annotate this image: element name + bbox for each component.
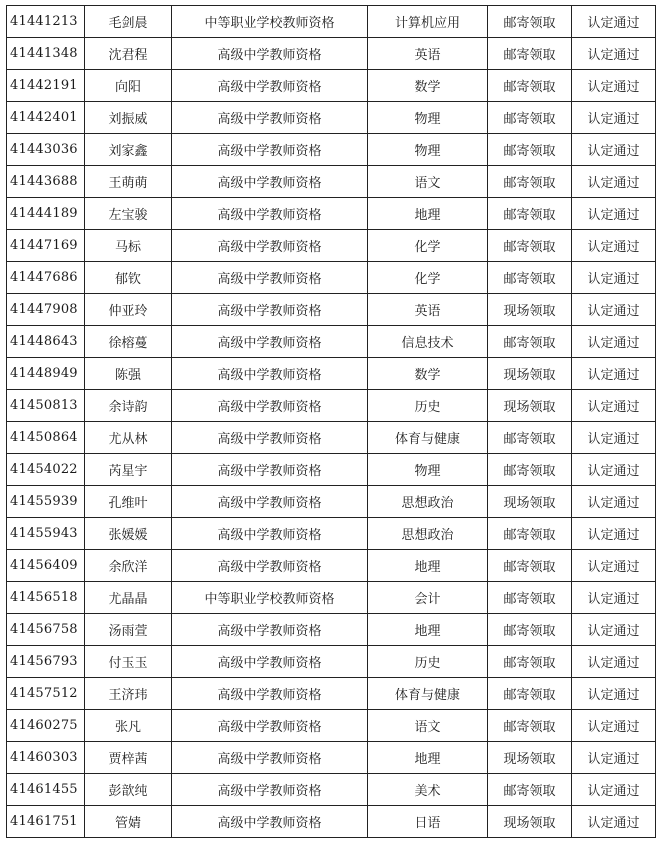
applicant-name-cell: 余欣洋 [85,550,172,582]
applicant-id-cell: 41455943 [7,518,85,550]
table-row [7,262,656,294]
subject-cell: 数学 [368,70,488,102]
applicant-id-cell: 41447686 [7,262,85,294]
status-cell: 认定通过 [572,262,656,294]
subject-cell: 物理 [368,134,488,166]
qualification-type-cell: 高级中学教师资格 [172,646,368,678]
applicant-id-cell: 41450813 [7,390,85,422]
qualification-type-cell: 高级中学教师资格 [172,198,368,230]
applicant-name-cell: 王萌萌 [85,166,172,198]
qualification-type-cell: 高级中学教师资格 [172,422,368,454]
subject-cell: 思想政治 [368,518,488,550]
table-row [7,806,656,838]
applicant-name-cell: 张凡 [85,710,172,742]
applicant-id-cell: 41442191 [7,70,85,102]
qualification-type-cell: 高级中学教师资格 [172,230,368,262]
table-row [7,678,656,710]
subject-cell: 地理 [368,198,488,230]
qualification-type-cell: 高级中学教师资格 [172,678,368,710]
table-row [7,390,656,422]
pickup-method-cell: 邮寄领取 [488,774,572,806]
applicant-name-cell: 尤从林 [85,422,172,454]
status-cell: 认定通过 [572,774,656,806]
applicant-id-cell: 41461455 [7,774,85,806]
applicant-name-cell: 余诗韵 [85,390,172,422]
applicant-name-cell: 徐榕蔓 [85,326,172,358]
status-cell: 认定通过 [572,102,656,134]
qualification-type-cell: 高级中学教师资格 [172,262,368,294]
pickup-method-cell: 邮寄领取 [488,678,572,710]
applicant-name-cell: 陈强 [85,358,172,390]
qualification-type-cell: 高级中学教师资格 [172,326,368,358]
pickup-method-cell: 邮寄领取 [488,134,572,166]
qualification-type-cell: 高级中学教师资格 [172,710,368,742]
subject-cell: 体育与健康 [368,422,488,454]
table-row [7,166,656,198]
table-row [7,742,656,774]
certification-table [6,5,656,838]
status-cell: 认定通过 [572,710,656,742]
subject-cell: 英语 [368,38,488,70]
applicant-name-cell: 刘家鑫 [85,134,172,166]
status-cell: 认定通过 [572,198,656,230]
subject-cell: 数学 [368,358,488,390]
applicant-name-cell: 芮星宇 [85,454,172,486]
status-cell: 认定通过 [572,454,656,486]
applicant-id-cell: 41443688 [7,166,85,198]
status-cell: 认定通过 [572,806,656,838]
qualification-type-cell: 高级中学教师资格 [172,294,368,326]
qualification-type-cell: 高级中学教师资格 [172,390,368,422]
pickup-method-cell: 邮寄领取 [488,38,572,70]
table-row [7,518,656,550]
pickup-method-cell: 邮寄领取 [488,646,572,678]
qualification-type-cell: 高级中学教师资格 [172,774,368,806]
subject-cell: 思想政治 [368,486,488,518]
table-row [7,454,656,486]
applicant-name-cell: 沈君程 [85,38,172,70]
subject-cell: 化学 [368,230,488,262]
pickup-method-cell: 邮寄领取 [488,166,572,198]
table-row [7,6,656,38]
status-cell: 认定通过 [572,38,656,70]
subject-cell: 历史 [368,390,488,422]
table-row [7,422,656,454]
qualification-type-cell: 高级中学教师资格 [172,38,368,70]
qualification-type-cell: 高级中学教师资格 [172,486,368,518]
pickup-method-cell: 邮寄领取 [488,326,572,358]
status-cell: 认定通过 [572,6,656,38]
status-cell: 认定通过 [572,614,656,646]
status-cell: 认定通过 [572,230,656,262]
subject-cell: 物理 [368,102,488,134]
status-cell: 认定通过 [572,550,656,582]
pickup-method-cell: 邮寄领取 [488,582,572,614]
subject-cell: 化学 [368,262,488,294]
pickup-method-cell: 邮寄领取 [488,422,572,454]
table-row [7,486,656,518]
qualification-type-cell: 高级中学教师资格 [172,166,368,198]
status-cell: 认定通过 [572,166,656,198]
pickup-method-cell: 邮寄领取 [488,70,572,102]
pickup-method-cell: 现场领取 [488,806,572,838]
status-cell: 认定通过 [572,326,656,358]
pickup-method-cell: 现场领取 [488,358,572,390]
applicant-id-cell: 41443036 [7,134,85,166]
pickup-method-cell: 现场领取 [488,486,572,518]
table-row [7,70,656,102]
subject-cell: 英语 [368,294,488,326]
applicant-id-cell: 41448643 [7,326,85,358]
applicant-name-cell: 郁钦 [85,262,172,294]
applicant-id-cell: 41457512 [7,678,85,710]
applicant-id-cell: 41441348 [7,38,85,70]
pickup-method-cell: 邮寄领取 [488,102,572,134]
qualification-type-cell: 高级中学教师资格 [172,134,368,166]
qualification-type-cell: 中等职业学校教师资格 [172,6,368,38]
pickup-method-cell: 现场领取 [488,742,572,774]
table-row [7,358,656,390]
qualification-type-cell: 高级中学教师资格 [172,454,368,486]
applicant-id-cell: 41447908 [7,294,85,326]
subject-cell: 地理 [368,742,488,774]
pickup-method-cell: 邮寄领取 [488,550,572,582]
subject-cell: 体育与健康 [368,678,488,710]
status-cell: 认定通过 [572,646,656,678]
qualification-type-cell: 高级中学教师资格 [172,806,368,838]
subject-cell: 日语 [368,806,488,838]
table-row [7,614,656,646]
table-row [7,710,656,742]
status-cell: 认定通过 [572,742,656,774]
applicant-name-cell: 管婧 [85,806,172,838]
pickup-method-cell: 邮寄领取 [488,198,572,230]
qualification-type-cell: 高级中学教师资格 [172,102,368,134]
table-row [7,646,656,678]
applicant-id-cell: 41460303 [7,742,85,774]
table-row [7,134,656,166]
applicant-id-cell: 41461751 [7,806,85,838]
subject-cell: 语文 [368,710,488,742]
applicant-name-cell: 张媛媛 [85,518,172,550]
applicant-id-cell: 41454022 [7,454,85,486]
pickup-method-cell: 邮寄领取 [488,710,572,742]
pickup-method-cell: 邮寄领取 [488,6,572,38]
applicant-id-cell: 41456758 [7,614,85,646]
applicant-name-cell: 王济玮 [85,678,172,710]
status-cell: 认定通过 [572,518,656,550]
qualification-type-cell: 高级中学教师资格 [172,70,368,102]
applicant-id-cell: 41444189 [7,198,85,230]
applicant-name-cell: 仲亚玲 [85,294,172,326]
subject-cell: 地理 [368,614,488,646]
table-row [7,38,656,70]
table-row [7,294,656,326]
pickup-method-cell: 邮寄领取 [488,230,572,262]
applicant-name-cell: 左宝骏 [85,198,172,230]
applicant-name-cell: 付玉玉 [85,646,172,678]
applicant-id-cell: 41447169 [7,230,85,262]
status-cell: 认定通过 [572,390,656,422]
subject-cell: 地理 [368,550,488,582]
subject-cell: 美术 [368,774,488,806]
applicant-name-cell: 汤雨萱 [85,614,172,646]
applicant-id-cell: 41450864 [7,422,85,454]
applicant-id-cell: 41456793 [7,646,85,678]
qualification-type-cell: 高级中学教师资格 [172,518,368,550]
applicant-id-cell: 41442401 [7,102,85,134]
pickup-method-cell: 现场领取 [488,294,572,326]
pickup-method-cell: 邮寄领取 [488,614,572,646]
applicant-name-cell: 刘振威 [85,102,172,134]
table-row [7,550,656,582]
qualification-type-cell: 中等职业学校教师资格 [172,582,368,614]
applicant-name-cell: 彭歆纯 [85,774,172,806]
status-cell: 认定通过 [572,678,656,710]
applicant-name-cell: 尤晶晶 [85,582,172,614]
subject-cell: 计算机应用 [368,6,488,38]
subject-cell: 信息技术 [368,326,488,358]
table-row [7,230,656,262]
status-cell: 认定通过 [572,582,656,614]
qualification-type-cell: 高级中学教师资格 [172,358,368,390]
qualification-type-cell: 高级中学教师资格 [172,550,368,582]
applicant-name-cell: 贾梓茜 [85,742,172,774]
applicant-id-cell: 41456518 [7,582,85,614]
table-row [7,774,656,806]
pickup-method-cell: 邮寄领取 [488,518,572,550]
status-cell: 认定通过 [572,486,656,518]
status-cell: 认定通过 [572,134,656,166]
table-body [7,6,656,838]
table-row [7,326,656,358]
table-row [7,198,656,230]
qualification-type-cell: 高级中学教师资格 [172,614,368,646]
subject-cell: 历史 [368,646,488,678]
status-cell: 认定通过 [572,358,656,390]
qualification-type-cell: 高级中学教师资格 [172,742,368,774]
pickup-method-cell: 邮寄领取 [488,262,572,294]
applicant-id-cell: 41455939 [7,486,85,518]
applicant-name-cell: 向阳 [85,70,172,102]
pickup-method-cell: 现场领取 [488,390,572,422]
status-cell: 认定通过 [572,70,656,102]
status-cell: 认定通过 [572,422,656,454]
applicant-id-cell: 41448949 [7,358,85,390]
pickup-method-cell: 邮寄领取 [488,454,572,486]
applicant-name-cell: 马标 [85,230,172,262]
table-row [7,582,656,614]
status-cell: 认定通过 [572,294,656,326]
subject-cell: 会计 [368,582,488,614]
subject-cell: 物理 [368,454,488,486]
table-row [7,102,656,134]
applicant-id-cell: 41441213 [7,6,85,38]
applicant-id-cell: 41460275 [7,710,85,742]
applicant-name-cell: 毛剑晨 [85,6,172,38]
applicant-name-cell: 孔维叶 [85,486,172,518]
applicant-id-cell: 41456409 [7,550,85,582]
subject-cell: 语文 [368,166,488,198]
